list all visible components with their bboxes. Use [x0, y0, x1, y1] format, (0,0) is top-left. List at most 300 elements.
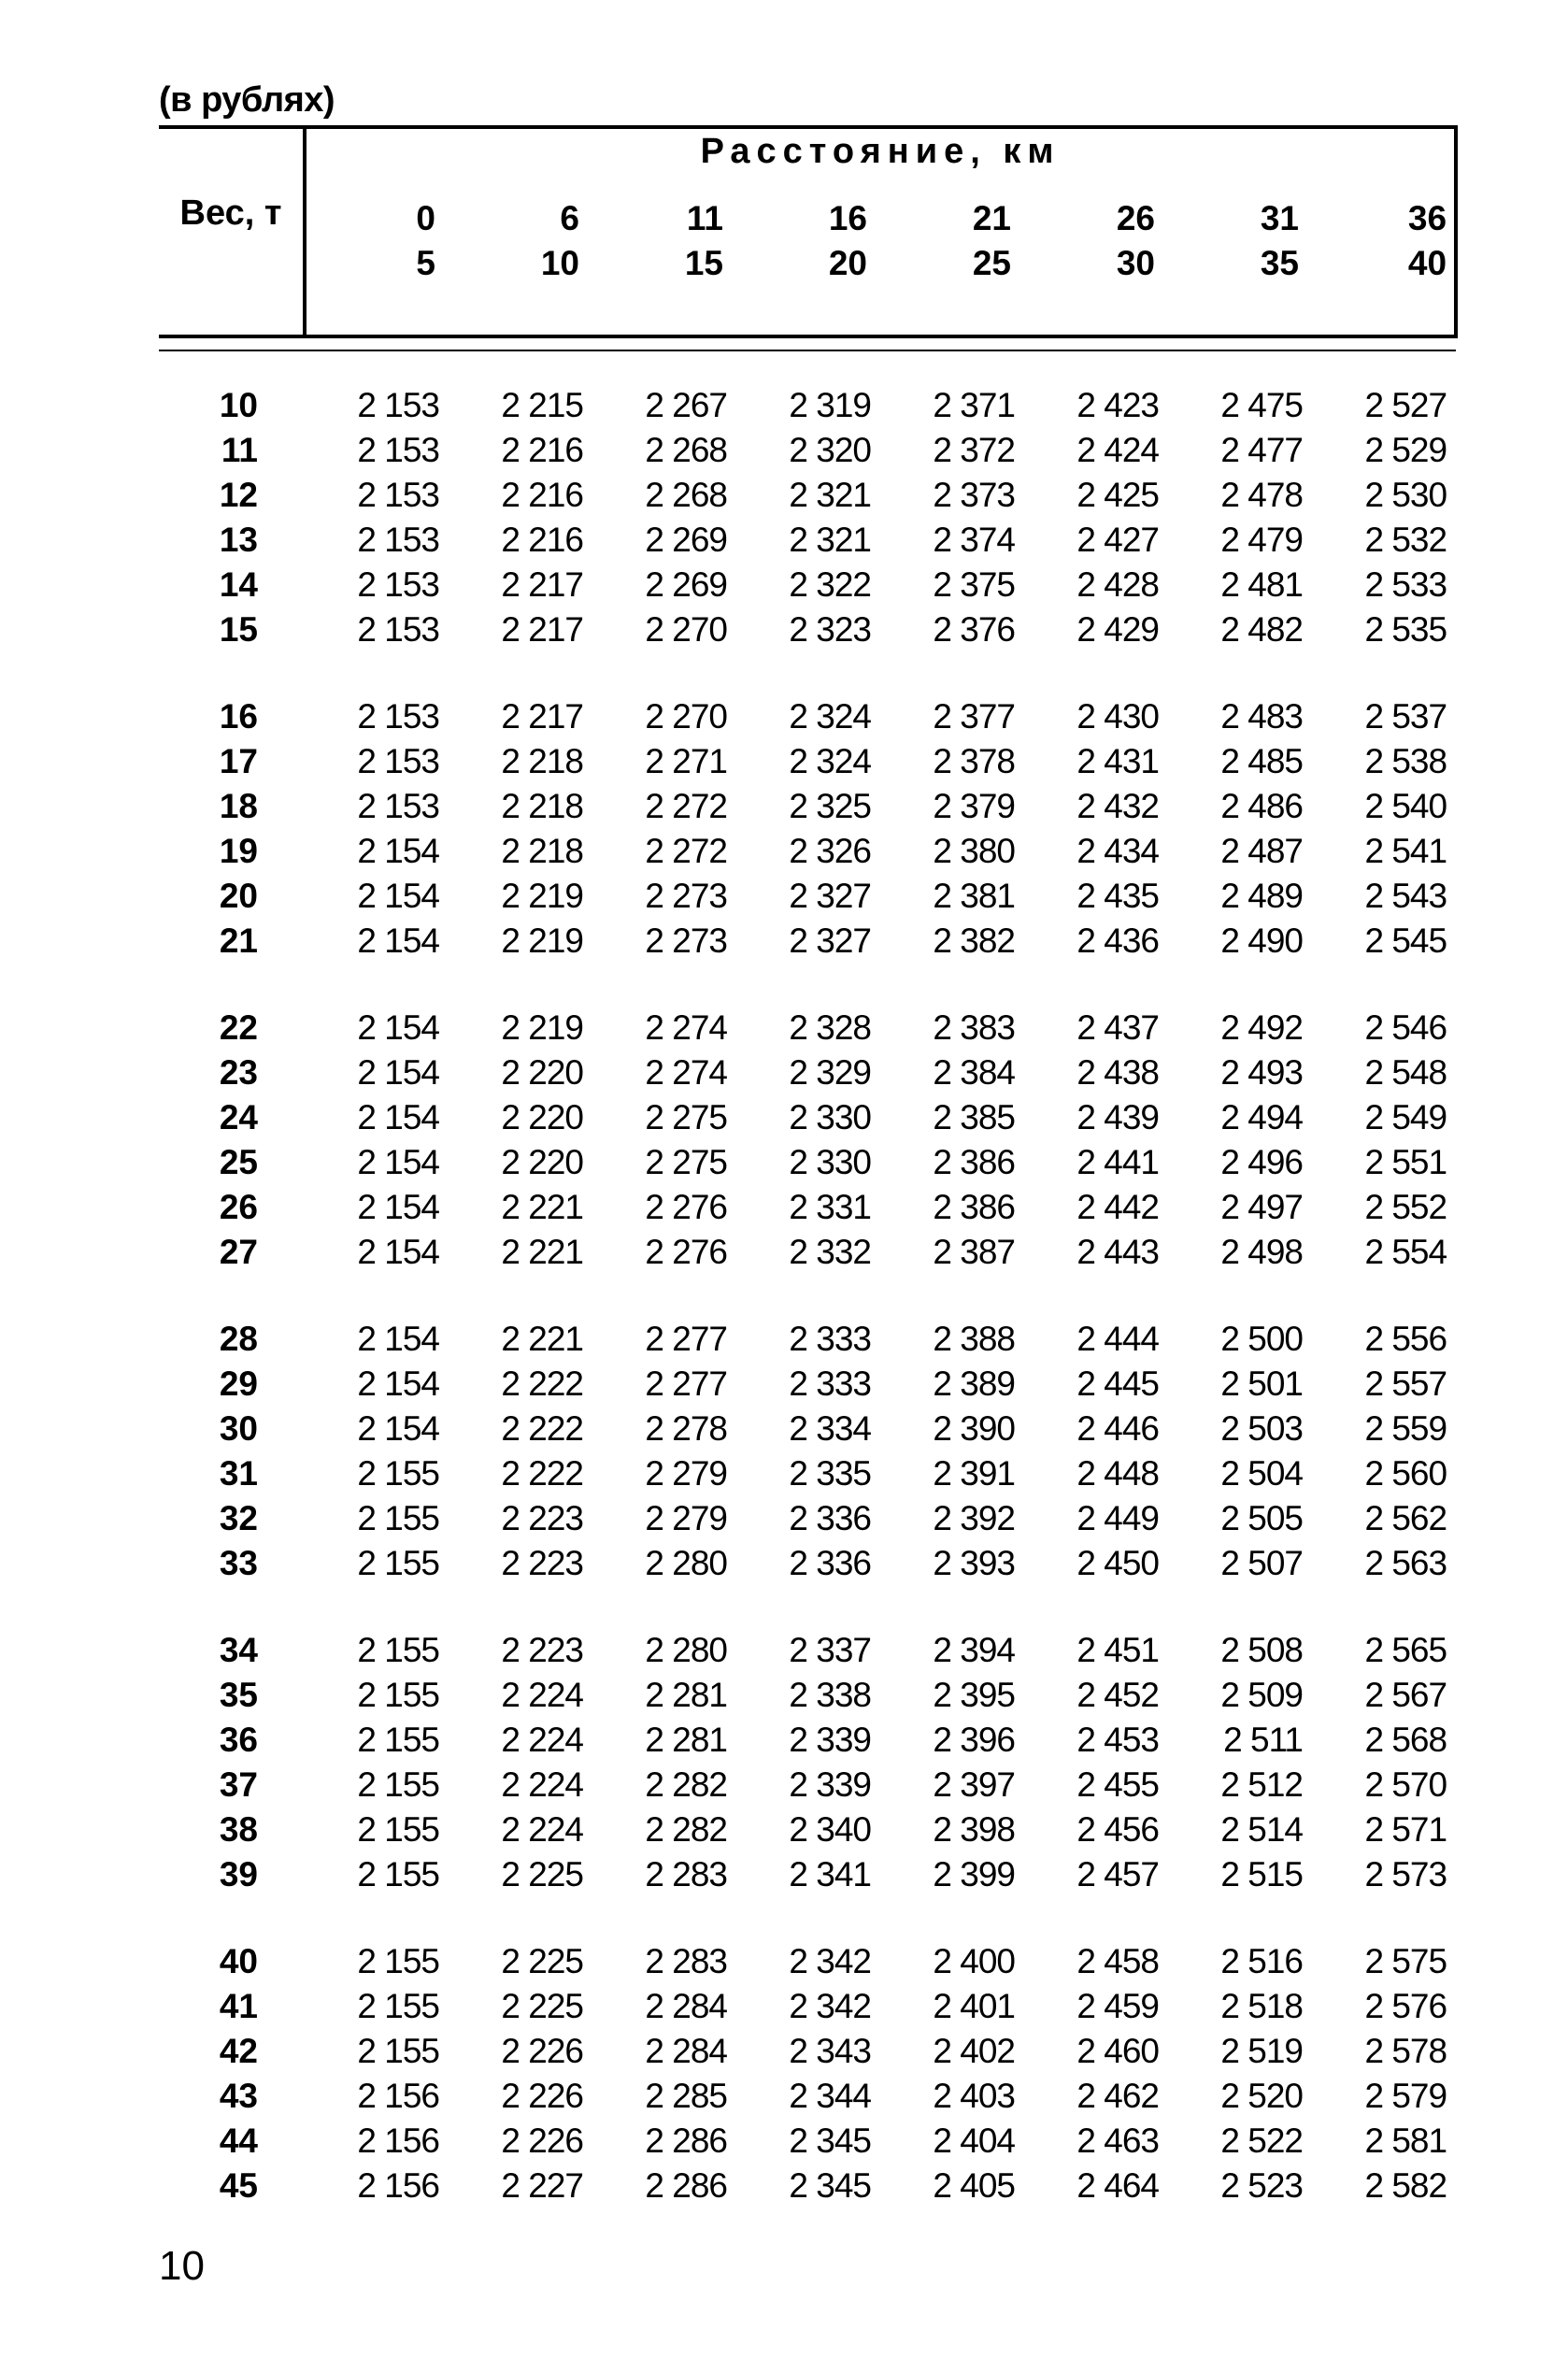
price-cell: 2 437 [1076, 1008, 1159, 1047]
price-cell: 2 505 [1220, 1499, 1303, 1537]
table-row [159, 784, 1456, 829]
price-cell: 2 381 [933, 877, 1015, 915]
table-row [159, 1362, 1456, 1407]
price-cell: 2 222 [501, 1365, 583, 1403]
price-cell: 2 153 [357, 476, 439, 514]
price-cell: 2 401 [933, 1987, 1015, 2025]
table-row [159, 919, 1456, 964]
price-cell: 2 273 [645, 922, 727, 960]
price-cell: 2 283 [645, 1942, 727, 1980]
price-cell: 2 565 [1364, 1631, 1447, 1669]
price-cell: 2 276 [645, 1233, 727, 1271]
weight-cell: 44 [219, 2122, 258, 2160]
price-cell: 2 559 [1364, 1409, 1447, 1448]
price-cell: 2 272 [645, 832, 727, 870]
price-cell: 2 431 [1076, 742, 1159, 780]
price-cell: 2 273 [645, 877, 727, 915]
price-cell: 2 383 [933, 1008, 1015, 1047]
table-row [159, 1095, 1456, 1140]
price-cell: 2 223 [501, 1499, 583, 1537]
table-row [159, 1984, 1456, 2029]
price-cell: 2 154 [357, 1098, 439, 1136]
price-cell: 2 338 [789, 1676, 871, 1714]
price-cell: 2 340 [789, 1810, 871, 1849]
price-cell: 2 156 [357, 2122, 439, 2160]
price-cell: 2 388 [933, 1320, 1015, 1358]
price-cell: 2 560 [1364, 1454, 1447, 1493]
table-row [159, 1541, 1456, 1586]
price-cell: 2 226 [501, 2077, 583, 2115]
price-cell: 2 221 [501, 1188, 583, 1226]
table-row [159, 1407, 1456, 1451]
price-cell: 2 551 [1364, 1143, 1447, 1181]
price-cell: 2 216 [501, 521, 583, 559]
price-cell: 2 154 [357, 1143, 439, 1181]
price-cell: 2 219 [501, 1008, 583, 1047]
price-cell: 2 217 [501, 565, 583, 604]
price-cell: 2 459 [1076, 1987, 1159, 2025]
price-cell: 2 222 [501, 1454, 583, 1493]
weight-cell: 15 [219, 610, 258, 649]
price-cell: 2 225 [501, 1942, 583, 1980]
price-cell: 2 556 [1364, 1320, 1447, 1358]
price-cell: 2 423 [1076, 386, 1159, 424]
price-cell: 2 153 [357, 565, 439, 604]
price-cell: 2 155 [357, 1631, 439, 1669]
weight-cell: 38 [219, 1810, 258, 1849]
price-cell: 2 456 [1076, 1810, 1159, 1849]
price-cell: 2 284 [645, 1987, 727, 2025]
price-cell: 2 429 [1076, 610, 1159, 649]
table-row [159, 1451, 1456, 1496]
weight-cell: 13 [219, 521, 258, 559]
range-to: 15 [684, 244, 723, 282]
range-to: 10 [540, 244, 579, 282]
tariff-table [159, 125, 1458, 2208]
price-cell: 2 226 [501, 2032, 583, 2070]
price-cell: 2 280 [645, 1544, 727, 1582]
price-cell: 2 379 [933, 787, 1015, 825]
price-cell: 2 386 [933, 1143, 1015, 1181]
price-cell: 2 430 [1076, 697, 1159, 736]
range-from: 11 [686, 199, 723, 237]
price-cell: 2 515 [1220, 1855, 1303, 1893]
table-row [159, 1006, 1456, 1050]
range-to: 35 [1260, 244, 1299, 282]
price-cell: 2 155 [357, 1942, 439, 1980]
price-cell: 2 396 [933, 1721, 1015, 1759]
price-cell: 2 224 [501, 1810, 583, 1849]
weight-cell: 27 [219, 1233, 258, 1271]
price-cell: 2 537 [1364, 697, 1447, 736]
price-cell: 2 487 [1220, 832, 1303, 870]
weight-cell: 24 [219, 1098, 258, 1136]
page-number: 10 [159, 2243, 205, 2289]
price-cell: 2 271 [645, 742, 727, 780]
price-cell: 2 327 [789, 877, 871, 915]
price-cell: 2 385 [933, 1098, 1015, 1136]
price-cell: 2 344 [789, 2077, 871, 2115]
price-cell: 2 428 [1076, 565, 1159, 604]
range-from: 21 [972, 199, 1011, 237]
price-cell: 2 226 [501, 2122, 583, 2160]
range-from: 6 [560, 199, 579, 237]
price-cell: 2 486 [1220, 787, 1303, 825]
price-cell: 2 337 [789, 1631, 871, 1669]
price-cell: 2 330 [789, 1143, 871, 1181]
price-cell: 2 384 [933, 1053, 1015, 1092]
price-cell: 2 218 [501, 742, 583, 780]
price-cell: 2 532 [1364, 521, 1447, 559]
range-to: 40 [1407, 244, 1447, 282]
price-cell: 2 540 [1364, 787, 1447, 825]
price-cell: 2 581 [1364, 2122, 1447, 2160]
spacer-row [159, 350, 1456, 383]
price-cell: 2 446 [1076, 1409, 1159, 1448]
price-cell: 2 153 [357, 386, 439, 424]
price-cell: 2 567 [1364, 1676, 1447, 1714]
group-gap-row [159, 1275, 1456, 1317]
price-cell: 2 274 [645, 1053, 727, 1092]
price-cell: 2 324 [789, 742, 871, 780]
price-cell: 2 527 [1364, 386, 1447, 424]
price-cell: 2 275 [645, 1098, 727, 1136]
weight-cell: 42 [219, 2032, 258, 2070]
weight-cell: 18 [219, 787, 258, 825]
price-cell: 2 153 [357, 610, 439, 649]
price-cell: 2 494 [1220, 1098, 1303, 1136]
weight-cell: 30 [219, 1409, 258, 1448]
weight-cell: 40 [219, 1942, 258, 1980]
price-cell: 2 153 [357, 431, 439, 469]
price-cell: 2 541 [1364, 832, 1447, 870]
table-row [159, 1939, 1456, 1984]
price-cell: 2 375 [933, 565, 1015, 604]
price-cell: 2 342 [789, 1942, 871, 1980]
weight-cell: 35 [219, 1676, 258, 1714]
price-cell: 2 503 [1220, 1409, 1303, 1448]
price-cell: 2 284 [645, 2032, 727, 2070]
price-cell: 2 439 [1076, 1098, 1159, 1136]
table-row [159, 1317, 1456, 1362]
price-cell: 2 378 [933, 742, 1015, 780]
price-cell: 2 464 [1076, 2166, 1159, 2205]
price-cell: 2 281 [645, 1721, 727, 1759]
weight-cell: 34 [219, 1631, 258, 1669]
price-cell: 2 322 [789, 565, 871, 604]
price-cell: 2 218 [501, 787, 583, 825]
price-cell: 2 448 [1076, 1454, 1159, 1493]
price-cell: 2 519 [1220, 2032, 1303, 2070]
price-cell: 2 341 [789, 1855, 871, 1893]
table-row [159, 1230, 1456, 1275]
price-cell: 2 511 [1223, 1721, 1303, 1759]
price-cell: 2 435 [1076, 877, 1159, 915]
price-cell: 2 334 [789, 1409, 871, 1448]
price-cell: 2 393 [933, 1544, 1015, 1582]
price-cell: 2 405 [933, 2166, 1015, 2205]
price-cell: 2 345 [789, 2166, 871, 2205]
price-cell: 2 509 [1220, 1676, 1303, 1714]
table-row [159, 829, 1456, 874]
price-cell: 2 382 [933, 922, 1015, 960]
header-double-rule [159, 336, 1456, 350]
price-cell: 2 478 [1220, 476, 1303, 514]
weight-cell: 45 [219, 2166, 258, 2205]
price-cell: 2 373 [933, 476, 1015, 514]
price-cell: 2 221 [501, 1320, 583, 1358]
table-row [159, 1673, 1456, 1718]
price-cell: 2 496 [1220, 1143, 1303, 1181]
price-cell: 2 342 [789, 1987, 871, 2025]
price-cell: 2 320 [789, 431, 871, 469]
price-cell: 2 280 [645, 1631, 727, 1669]
price-cell: 2 507 [1220, 1544, 1303, 1582]
weight-cell: 11 [221, 431, 258, 469]
price-cell: 2 444 [1076, 1320, 1159, 1358]
price-cell: 2 452 [1076, 1676, 1159, 1714]
weight-cell: 17 [219, 742, 258, 780]
price-cell: 2 219 [501, 922, 583, 960]
price-cell: 2 573 [1364, 1855, 1447, 1893]
distance-title: Расстояние, км [305, 127, 1456, 174]
weight-cell: 32 [219, 1499, 258, 1537]
price-cell: 2 508 [1220, 1631, 1303, 1669]
price-cell: 2 449 [1076, 1499, 1159, 1537]
distance-range-header [1312, 174, 1456, 336]
price-cell: 2 578 [1364, 2032, 1447, 2070]
price-cell: 2 330 [789, 1098, 871, 1136]
weight-cell: 26 [219, 1188, 258, 1226]
price-cell: 2 154 [357, 922, 439, 960]
price-cell: 2 279 [645, 1454, 727, 1493]
price-cell: 2 329 [789, 1053, 871, 1092]
price-cell: 2 335 [789, 1454, 871, 1493]
price-cell: 2 278 [645, 1409, 727, 1448]
price-cell: 2 562 [1364, 1499, 1447, 1537]
table-row [159, 563, 1456, 607]
price-cell: 2 321 [789, 476, 871, 514]
weight-cell: 23 [219, 1053, 258, 1092]
weight-cell: 14 [219, 565, 258, 604]
price-cell: 2 450 [1076, 1544, 1159, 1582]
weight-cell: 29 [219, 1365, 258, 1403]
weight-cell: 16 [219, 697, 258, 736]
price-cell: 2 400 [933, 1942, 1015, 1980]
price-cell: 2 493 [1220, 1053, 1303, 1092]
price-cell: 2 282 [645, 1765, 727, 1804]
price-cell: 2 326 [789, 832, 871, 870]
price-cell: 2 154 [357, 1008, 439, 1047]
price-cell: 2 445 [1076, 1365, 1159, 1403]
price-cell: 2 399 [933, 1855, 1015, 1893]
price-cell: 2 155 [357, 1810, 439, 1849]
price-cell: 2 489 [1220, 877, 1303, 915]
distance-ranges-row [159, 174, 1456, 336]
price-cell: 2 441 [1076, 1143, 1159, 1181]
range-to: 25 [972, 244, 1011, 282]
price-cell: 2 512 [1220, 1765, 1303, 1804]
price-cell: 2 482 [1220, 610, 1303, 649]
weight-cell: 22 [219, 1008, 258, 1047]
price-cell: 2 155 [357, 1721, 439, 1759]
price-cell: 2 387 [933, 1233, 1015, 1271]
price-cell: 2 453 [1076, 1721, 1159, 1759]
weight-cell: 43 [219, 2077, 258, 2115]
price-cell: 2 154 [357, 1365, 439, 1403]
table-row [159, 473, 1456, 518]
table-row [159, 1852, 1456, 1897]
price-cell: 2 394 [933, 1631, 1015, 1669]
range-from: 36 [1407, 199, 1447, 237]
price-cell: 2 331 [789, 1188, 871, 1226]
table-row [159, 1140, 1456, 1185]
price-cell: 2 462 [1076, 2077, 1159, 2115]
price-cell: 2 571 [1364, 1810, 1447, 1849]
price-cell: 2 270 [645, 697, 727, 736]
table-row [159, 1628, 1456, 1673]
price-cell: 2 216 [501, 476, 583, 514]
price-cell: 2 269 [645, 565, 727, 604]
price-cell: 2 436 [1076, 922, 1159, 960]
table-row [159, 694, 1456, 739]
price-cell: 2 533 [1364, 565, 1447, 604]
price-cell: 2 395 [933, 1676, 1015, 1714]
price-cell: 2 427 [1076, 521, 1159, 559]
price-cell: 2 376 [933, 610, 1015, 649]
price-cell: 2 403 [933, 2077, 1015, 2115]
price-cell: 2 438 [1076, 1053, 1159, 1092]
price-cell: 2 153 [357, 787, 439, 825]
price-cell: 2 402 [933, 2032, 1015, 2070]
price-cell: 2 477 [1220, 431, 1303, 469]
price-cell: 2 153 [357, 742, 439, 780]
price-cell: 2 155 [357, 1765, 439, 1804]
range-to: 20 [828, 244, 867, 282]
price-cell: 2 220 [501, 1143, 583, 1181]
price-cell: 2 451 [1076, 1631, 1159, 1669]
price-cell: 2 485 [1220, 742, 1303, 780]
price-cell: 2 501 [1220, 1365, 1303, 1403]
price-cell: 2 529 [1364, 431, 1447, 469]
price-cell: 2 475 [1220, 386, 1303, 424]
range-from: 16 [828, 199, 867, 237]
price-cell: 2 543 [1364, 877, 1447, 915]
price-cell: 2 397 [933, 1765, 1015, 1804]
price-cell: 2 336 [789, 1499, 871, 1537]
price-cell: 2 154 [357, 832, 439, 870]
price-cell: 2 504 [1220, 1454, 1303, 1493]
price-cell: 2 443 [1076, 1233, 1159, 1271]
price-cell: 2 386 [933, 1188, 1015, 1226]
price-cell: 2 516 [1220, 1942, 1303, 1980]
table-row [159, 1496, 1456, 1541]
price-cell: 2 339 [789, 1721, 871, 1759]
price-cell: 2 153 [357, 697, 439, 736]
price-cell: 2 497 [1220, 1188, 1303, 1226]
table-row [159, 607, 1456, 652]
price-cell: 2 460 [1076, 2032, 1159, 2070]
weight-cell: 20 [219, 877, 258, 915]
price-cell: 2 457 [1076, 1855, 1159, 1893]
price-cell: 2 568 [1364, 1721, 1447, 1759]
price-cell: 2 154 [357, 1320, 439, 1358]
price-cell: 2 463 [1076, 2122, 1159, 2160]
price-cell: 2 268 [645, 431, 727, 469]
price-cell: 2 225 [501, 1987, 583, 2025]
price-cell: 2 274 [645, 1008, 727, 1047]
price-cell: 2 323 [789, 610, 871, 649]
price-cell: 2 538 [1364, 742, 1447, 780]
price-cell: 2 275 [645, 1143, 727, 1181]
price-cell: 2 269 [645, 521, 727, 559]
price-cell: 2 267 [645, 386, 727, 424]
distance-range-header [305, 174, 449, 336]
price-cell: 2 434 [1076, 832, 1159, 870]
price-cell: 2 277 [645, 1365, 727, 1403]
price-cell: 2 217 [501, 697, 583, 736]
distance-range-header [1024, 174, 1168, 336]
price-cell: 2 345 [789, 2122, 871, 2160]
price-cell: 2 154 [357, 1188, 439, 1226]
range-to: 30 [1116, 244, 1155, 282]
range-from: 31 [1260, 199, 1299, 237]
weight-cell: 36 [219, 1721, 258, 1759]
price-cell: 2 327 [789, 922, 871, 960]
price-cell: 2 392 [933, 1499, 1015, 1537]
price-cell: 2 332 [789, 1233, 871, 1271]
range-from: 26 [1116, 199, 1155, 237]
price-cell: 2 281 [645, 1676, 727, 1714]
weight-cell: 31 [219, 1454, 258, 1493]
price-cell: 2 563 [1364, 1544, 1447, 1582]
table-row [159, 2164, 1456, 2208]
price-cell: 2 286 [645, 2122, 727, 2160]
distance-range-header [592, 174, 736, 336]
group-gap-row [159, 652, 1456, 694]
price-cell: 2 554 [1364, 1233, 1447, 1271]
price-cell: 2 518 [1220, 1987, 1303, 2025]
price-cell: 2 398 [933, 1810, 1015, 1849]
price-cell: 2 154 [357, 1233, 439, 1271]
table-row [159, 383, 1456, 428]
weight-column-header: Вес, т [159, 127, 305, 336]
price-cell: 2 319 [789, 386, 871, 424]
price-cell: 2 339 [789, 1765, 871, 1804]
distance-range-header [736, 174, 880, 336]
price-cell: 2 579 [1364, 2077, 1447, 2115]
group-gap-row [159, 964, 1456, 1006]
price-cell: 2 272 [645, 787, 727, 825]
price-cell: 2 268 [645, 476, 727, 514]
table-row [159, 518, 1456, 563]
weight-cell: 39 [219, 1855, 258, 1893]
price-cell: 2 575 [1364, 1942, 1447, 1980]
price-cell: 2 154 [357, 877, 439, 915]
price-cell: 2 514 [1220, 1810, 1303, 1849]
price-cell: 2 156 [357, 2077, 439, 2115]
group-gap-row [159, 1897, 1456, 1939]
price-cell: 2 224 [501, 1676, 583, 1714]
price-cell: 2 155 [357, 1454, 439, 1493]
price-cell: 2 481 [1220, 565, 1303, 604]
price-cell: 2 576 [1364, 1987, 1447, 2025]
weight-cell: 19 [219, 832, 258, 870]
price-cell: 2 546 [1364, 1008, 1447, 1047]
price-cell: 2 219 [501, 877, 583, 915]
price-cell: 2 336 [789, 1544, 871, 1582]
price-cell: 2 549 [1364, 1098, 1447, 1136]
